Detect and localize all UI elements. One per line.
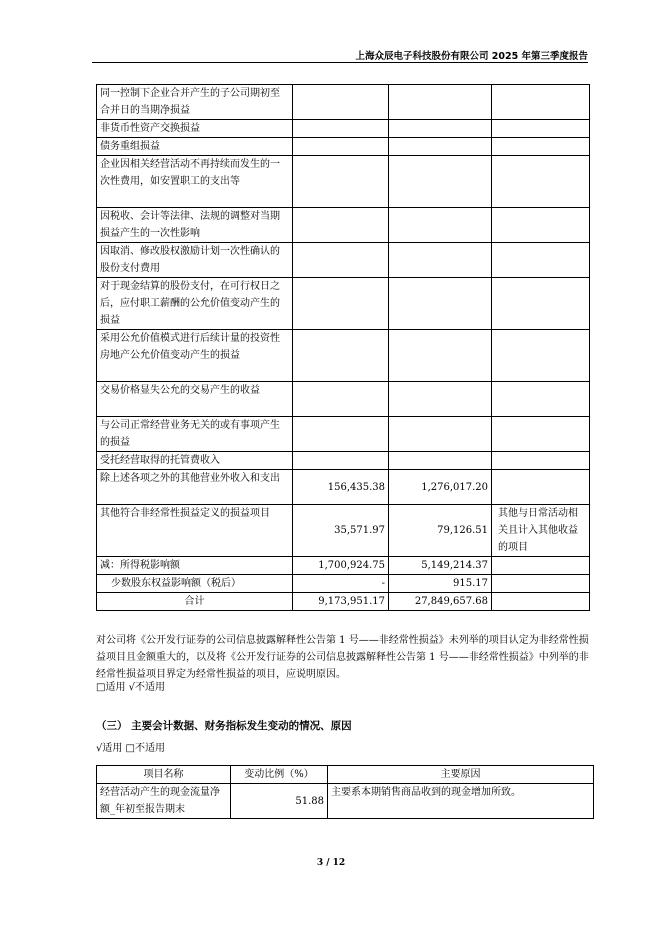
table-row bbox=[97, 557, 590, 575]
row-ytd: 27,849,657.68 bbox=[389, 593, 492, 611]
table-row bbox=[97, 120, 590, 138]
row-item: 因取消、修改股权激励计划一次性确认的股份支付费用 bbox=[97, 243, 293, 278]
row-current bbox=[293, 417, 389, 452]
row-current bbox=[293, 120, 389, 138]
row-item: 因税收、会计等法律、法规的调整对当期损益产生的一次性影响 bbox=[97, 208, 293, 243]
row-note bbox=[492, 156, 590, 208]
row-ytd: 1,276,017.20 bbox=[389, 470, 492, 505]
page-number: 3 / 12 bbox=[316, 858, 346, 868]
row-note: 其他与日常活动相关且计入其他收益的项目 bbox=[492, 505, 590, 557]
table-row bbox=[97, 278, 590, 330]
row-ytd bbox=[389, 278, 492, 330]
table-row bbox=[97, 330, 590, 382]
table-row bbox=[97, 417, 590, 452]
row-item: 其他符合非经常性损益定义的损益项目 bbox=[97, 505, 293, 557]
change-reason: 主要系本期销售商品收到的现金增加所致。 bbox=[328, 784, 594, 819]
table-row bbox=[97, 138, 590, 156]
row-note bbox=[492, 575, 590, 593]
row-ytd: 915.17 bbox=[389, 575, 492, 593]
row-note bbox=[492, 417, 590, 452]
row-item: 对于现金结算的股份支付，在可行权日之后，应付职工薪酬的公允价值变动产生的损益 bbox=[97, 278, 293, 330]
row-ytd: 79,126.51 bbox=[389, 505, 492, 557]
row-note bbox=[492, 120, 590, 138]
row-current bbox=[293, 452, 389, 470]
table-row bbox=[97, 156, 590, 208]
row-ytd bbox=[389, 243, 492, 278]
applicability-option: √适用 □不适用 bbox=[96, 743, 165, 754]
column-header: 项目名称 bbox=[97, 766, 231, 784]
applicability-option: □适用 √不适用 bbox=[96, 682, 165, 693]
row-current: 1,700,924.75 bbox=[293, 557, 389, 575]
table-row bbox=[97, 243, 590, 278]
change-item-name: 经营活动产生的现金流量净额_年初至报告期末 bbox=[97, 784, 231, 819]
table-header-row bbox=[97, 766, 594, 784]
row-ytd: 5,149,214.37 bbox=[389, 557, 492, 575]
section-title: （三） 主要会计数据、财务指标发生变动的情况、原因 bbox=[96, 720, 352, 732]
row-current: 9,173,951.17 bbox=[293, 593, 389, 611]
table-row bbox=[97, 575, 590, 593]
table-row bbox=[97, 470, 590, 505]
row-item: 减：所得税影响额 bbox=[97, 557, 293, 575]
table-row bbox=[97, 382, 590, 417]
table-row bbox=[97, 208, 590, 243]
row-current bbox=[293, 208, 389, 243]
row-current bbox=[293, 138, 389, 156]
row-ytd bbox=[389, 85, 492, 120]
row-note bbox=[492, 593, 590, 611]
row-current: 35,571.97 bbox=[293, 505, 389, 557]
row-current bbox=[293, 278, 389, 330]
row-item: 受托经营取得的托管费收入 bbox=[97, 452, 293, 470]
row-note bbox=[492, 452, 590, 470]
row-current: - bbox=[293, 575, 389, 593]
change-reasons-table bbox=[96, 765, 594, 819]
row-note bbox=[492, 470, 590, 505]
row-item: 企业因相关经营活动不再持续而发生的一次性费用，如安置职工的支出等 bbox=[97, 156, 293, 208]
row-note bbox=[492, 85, 590, 120]
change-ratio: 51.88 bbox=[231, 784, 328, 819]
row-current bbox=[293, 243, 389, 278]
row-item: 非货币性资产交换损益 bbox=[97, 120, 293, 138]
row-item: 交易价格显失公允的交易产生的收益 bbox=[97, 382, 293, 417]
row-current bbox=[293, 85, 389, 120]
table-row bbox=[97, 452, 590, 470]
row-ytd bbox=[389, 330, 492, 382]
row-ytd bbox=[389, 138, 492, 156]
row-item: 除上述各项之外的其他营业外收入和支出 bbox=[97, 470, 293, 505]
row-current bbox=[293, 156, 389, 208]
row-ytd bbox=[389, 417, 492, 452]
row-item: 采用公允价值模式进行后续计量的投资性房地产公允价值变动产生的损益 bbox=[97, 330, 293, 382]
row-note bbox=[492, 138, 590, 156]
row-ytd bbox=[389, 208, 492, 243]
row-item: 同一控制下企业合并产生的子公司期初至合并日的当期净损益 bbox=[97, 85, 293, 120]
header-rule bbox=[92, 62, 588, 63]
table-row bbox=[97, 85, 590, 120]
row-note bbox=[492, 208, 590, 243]
table-row bbox=[97, 784, 594, 819]
row-note bbox=[492, 330, 590, 382]
row-note bbox=[492, 557, 590, 575]
row-current bbox=[293, 330, 389, 382]
row-ytd bbox=[389, 156, 492, 208]
column-header: 变动比例（%） bbox=[231, 766, 328, 784]
row-ytd bbox=[389, 382, 492, 417]
report-header: 上海众辰电子科技股份有限公司 2025 年第三季度报告 bbox=[355, 51, 588, 62]
row-ytd bbox=[389, 452, 492, 470]
column-header: 主要原因 bbox=[328, 766, 594, 784]
table-row bbox=[97, 505, 590, 557]
row-item: 合计 bbox=[97, 593, 293, 611]
row-item: 少数股东权益影响额（税后） bbox=[97, 575, 293, 593]
nonrecurring-gains-table bbox=[96, 84, 590, 611]
table-row bbox=[97, 593, 590, 611]
row-item: 债务重组损益 bbox=[97, 138, 293, 156]
row-item: 与公司正常经营业务无关的或有事项产生的损益 bbox=[97, 417, 293, 452]
row-ytd bbox=[389, 120, 492, 138]
row-note bbox=[492, 243, 590, 278]
row-current: 156,435.38 bbox=[293, 470, 389, 505]
row-note bbox=[492, 278, 590, 330]
explanation-paragraph: 对公司将《公开发行证券的公司信息披露解释性公告第 1 号——非经常性损益》未列举的项目认定为非经常性损益项目且金额重大的，以及将《公开发行证券的公司信息披露解释性公告第 1 号——非经常性损益》中列举的非经常性损益项目界定为经常性损益的项目，应说明原因。 bbox=[96, 635, 589, 680]
row-note bbox=[492, 382, 590, 417]
row-current bbox=[293, 382, 389, 417]
